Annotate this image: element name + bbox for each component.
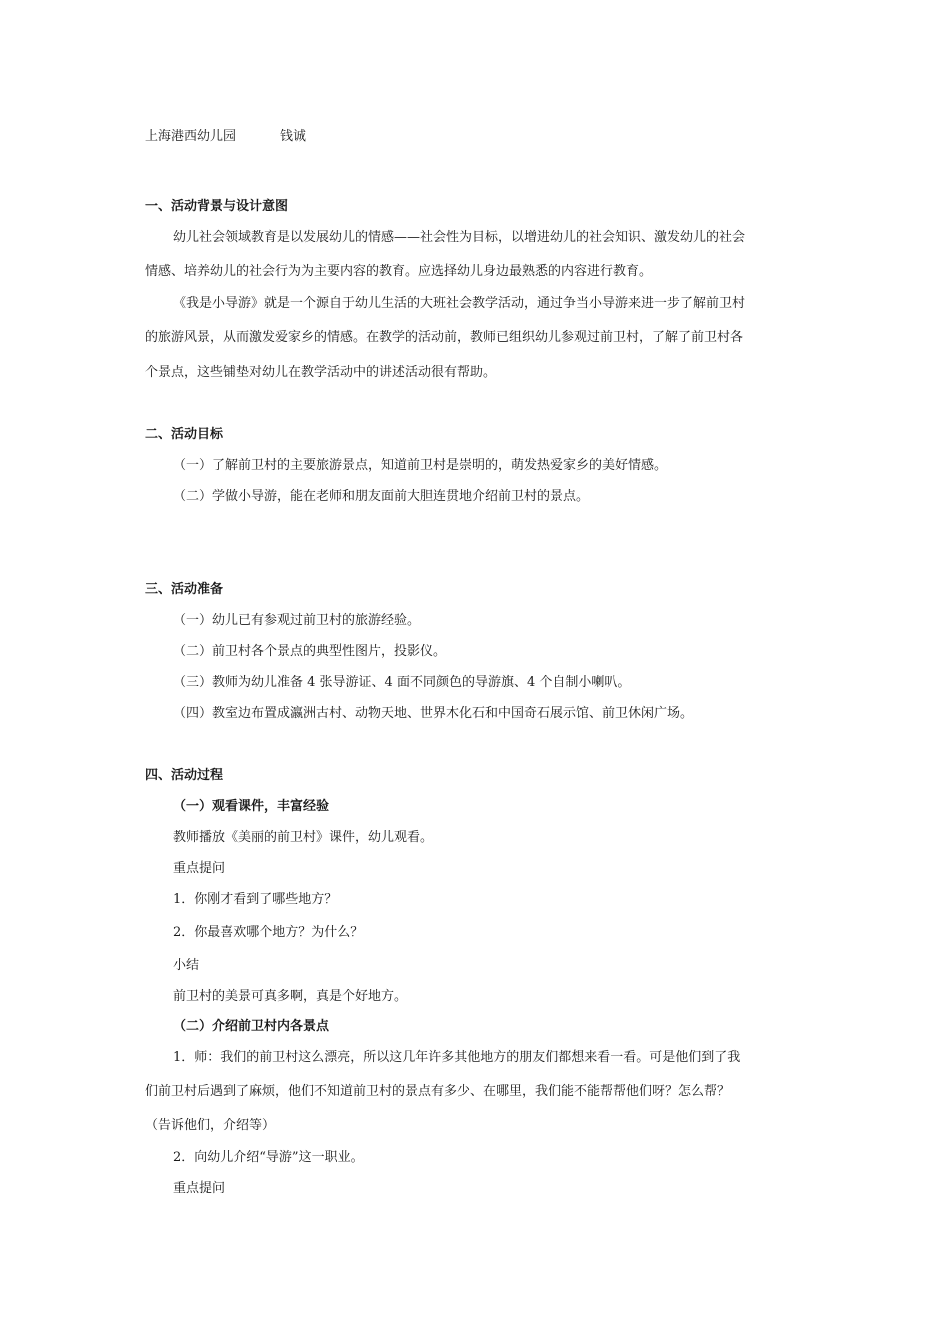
prep-3: （三）教师为幼儿准备 4 张导游证、4 面不同颜色的导游旗、4 个自制小喇叭。: [173, 675, 631, 690]
section-1-heading: 一、活动背景与设计意图: [145, 199, 289, 214]
process-line-4: 2．你最喜欢哪个地方？为什么？: [173, 925, 364, 940]
prep-4: （四）教室边布置成瀛洲古村、动物天地、世界木化石和中国奇石展示馆、前卫休闲广场。: [173, 706, 694, 721]
section-3-heading: 三、活动准备: [145, 582, 224, 597]
subsection-2-heading: （二）介绍前卫村内各景点: [173, 1019, 330, 1034]
process-line-7: 1．师：我们的前卫村这么漂亮，所以这几年许多其他地方的朋友们都想来看一看。可是他们到了我: [173, 1050, 741, 1065]
process-line-10: 2．向幼儿介绍“导游”这一职业。: [173, 1150, 364, 1165]
process-line-9: （告诉他们，介绍等）: [145, 1118, 276, 1133]
s1-paragraph-2-line-2: 的旅游风景，从而激发爱家乡的情感。在教学的活动前，教师已组织幼儿参观过前卫村，了解了前卫村各: [145, 330, 744, 345]
header-line: [145, 128, 306, 146]
section-4-heading: 四、活动过程: [145, 768, 224, 783]
process-line-8: 们前卫村后遇到了麻烦，他们不知道前卫村的景点有多少、在哪里，我们能不能帮帮他们呀？怎么帮？: [145, 1084, 731, 1099]
subsection-1-heading: （一）观看课件，丰富经验: [173, 799, 330, 814]
school-name: 上海港西幼儿园: [145, 129, 237, 144]
author-name: 钱诚: [280, 129, 307, 144]
goal-1: （一）了解前卫村的主要旅游景点，知道前卫村是崇明的，萌发热爱家乡的美好情感。: [173, 458, 668, 473]
process-line-11: 重点提问: [173, 1181, 226, 1196]
process-line-1: 教师播放《美丽的前卫村》课件，幼儿观看。: [173, 830, 434, 845]
process-line-3: 1．你刚才看到了哪些地方？: [173, 892, 338, 907]
goal-2: （二）学做小导游，能在老师和朋友面前大胆连贯地介绍前卫村的景点。: [173, 489, 590, 504]
process-line-5: 小结: [173, 958, 200, 973]
s1-paragraph-2-line-3: 个景点，这些铺垫对幼儿在教学活动中的讲述活动很有帮助。: [145, 365, 497, 380]
s1-paragraph-1-line-1: 幼儿社会领域教育是以发展幼儿的情感——社会性为目标，以增进幼儿的社会知识、激发幼儿的社会: [173, 230, 746, 245]
prep-1: （一）幼儿已有参观过前卫村的旅游经验。: [173, 613, 421, 628]
section-2-heading: 二、活动目标: [145, 427, 224, 442]
prep-2: （二）前卫村各个景点的典型性图片，投影仪。: [173, 644, 447, 659]
process-line-2: 重点提问: [173, 861, 226, 876]
s1-paragraph-2-line-1: 《我是小导游》就是一个源自于幼儿生活的大班社会教学活动，通过争当小导游来进一步了解前卫村: [173, 296, 746, 311]
s1-paragraph-1-line-2: 情感、培养幼儿的社会行为为主要内容的教育。应选择幼儿身边最熟悉的内容进行教育。: [145, 264, 653, 279]
process-line-6: 前卫村的美景可真多啊，真是个好地方。: [173, 989, 408, 1004]
